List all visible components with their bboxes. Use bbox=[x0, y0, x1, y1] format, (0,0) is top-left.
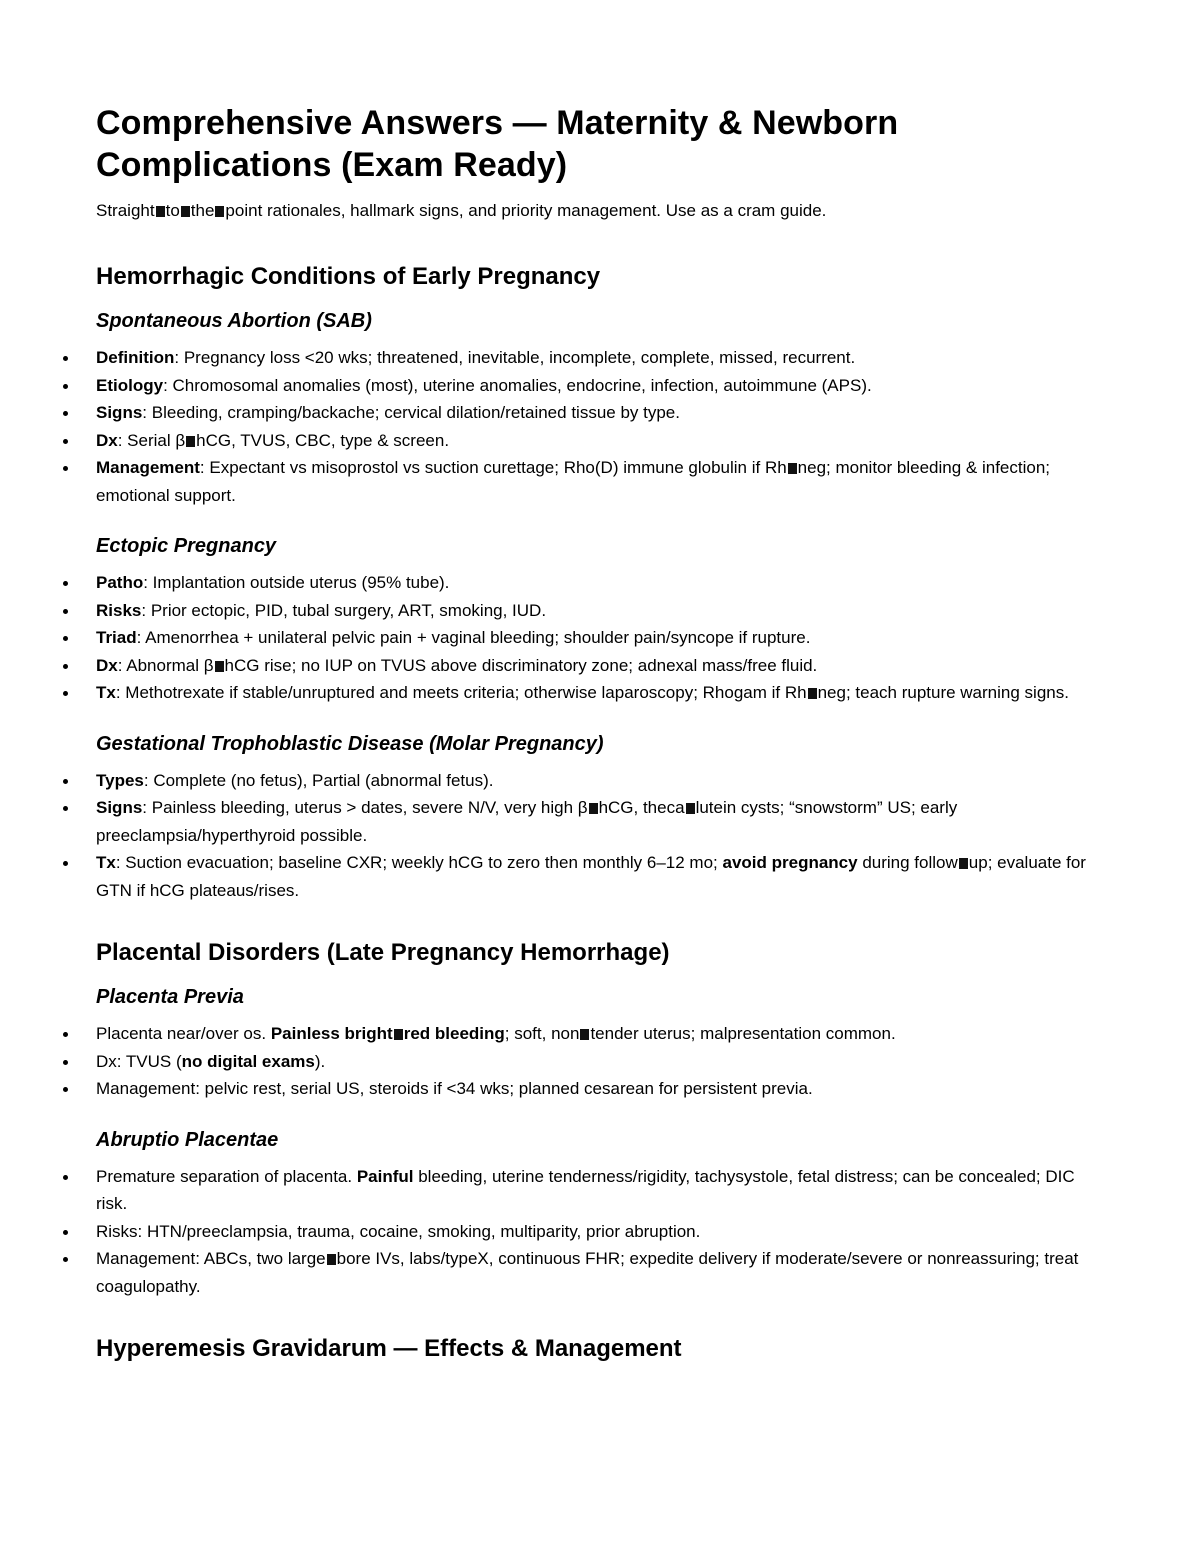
subheading-gtd: Gestational Trophoblastic Disease (Molar Pregnancy) bbox=[96, 732, 604, 755]
list-item: Placenta near/over os. Painless bright red bleeding; soft, non tender uterus; malpresentation common. bbox=[96, 1020, 1104, 1048]
section-heading-placental: Placental Disorders (Late Pregnancy Hemorrhage) bbox=[96, 939, 670, 966]
missing-glyph-box bbox=[580, 1029, 589, 1040]
bullet-icon bbox=[63, 384, 68, 389]
list-item: Dx: Serial β hCG, TVUS, CBC, type & screen. bbox=[96, 427, 1104, 455]
list-item: Signs: Bleeding, cramping/backache; cervical dilation/retained tissue by type. bbox=[96, 399, 1104, 427]
missing-glyph-box bbox=[186, 436, 195, 447]
gtd-list bbox=[96, 767, 1104, 905]
list-item: Premature separation of placenta. Painful bleeding, uterine tenderness/rigidity, tachysystole, fetal distress; can be concealed; DIC risk. bbox=[96, 1163, 1104, 1218]
subheading-abruptio: Abruptio Placentae bbox=[96, 1128, 279, 1151]
bullet-icon bbox=[63, 466, 68, 471]
page-title: Comprehensive Answers — Maternity & Newborn Complications (Exam Ready) bbox=[96, 104, 899, 184]
missing-glyph-box bbox=[215, 206, 224, 217]
list-item: Dx: TVUS (no digital exams). bbox=[96, 1048, 1104, 1076]
bullet-icon bbox=[63, 411, 68, 416]
section-heading-hyperemesis: Hyperemesis Gravidarum — Effects & Management bbox=[96, 1335, 682, 1362]
bullet-icon bbox=[63, 691, 68, 696]
list-item: Tx: Suction evacuation; baseline CXR; weekly hCG to zero then monthly 6–12 mo; avoid pregnancy during follow up; evaluate for GTN if hCG plateaus/rises. bbox=[96, 849, 1104, 904]
bullet-icon bbox=[63, 439, 68, 444]
list-item: Types: Complete (no fetus), Partial (abnormal fetus). bbox=[96, 767, 1104, 795]
bullet-icon bbox=[63, 806, 68, 811]
bullet-icon bbox=[63, 1087, 68, 1092]
missing-glyph-box bbox=[394, 1029, 403, 1040]
bullet-icon bbox=[63, 1060, 68, 1065]
missing-glyph-box bbox=[959, 858, 968, 869]
list-item: Signs: Painless bleeding, uterus > dates, severe N/V, very high β hCG, theca lutein cysts; “snowstorm” US; early preeclampsia/hyperthyroid possible. bbox=[96, 794, 1104, 849]
bullet-icon bbox=[63, 356, 68, 361]
bullet-icon bbox=[63, 1230, 68, 1235]
bullet-icon bbox=[63, 779, 68, 784]
subheading-previa: Placenta Previa bbox=[96, 986, 244, 1008]
bullet-icon bbox=[63, 1175, 68, 1180]
list-item: Management: Expectant vs misoprostol vs suction curettage; Rho(D) immune globulin if Rh neg; monitor bleeding & infection; emotional support. bbox=[96, 454, 1104, 509]
missing-glyph-box bbox=[215, 661, 224, 672]
missing-glyph-box bbox=[686, 803, 695, 814]
abruptio-list bbox=[96, 1163, 1104, 1301]
section-heading-early-pregnancy: Hemorrhagic Conditions of Early Pregnancy bbox=[96, 263, 601, 290]
list-item: Management: pelvic rest, serial US, steroids if <34 wks; planned cesarean for persistent previa. bbox=[96, 1075, 1104, 1103]
bullet-icon bbox=[63, 1032, 68, 1037]
list-item: Triad: Amenorrhea + unilateral pelvic pain + vaginal bleeding; shoulder pain/syncope if rupture. bbox=[96, 624, 1104, 652]
list-item: Definition: Pregnancy loss <20 wks; threatened, inevitable, incomplete, complete, missed, recurrent. bbox=[96, 344, 1104, 372]
list-item: Patho: Implantation outside uterus (95% tube). bbox=[96, 569, 1104, 597]
previa-list bbox=[96, 1020, 1104, 1103]
list-item: Etiology: Chromosomal anomalies (most), uterine anomalies, endocrine, infection, autoimmune (APS). bbox=[96, 372, 1104, 400]
missing-glyph-box bbox=[327, 1254, 336, 1265]
bullet-icon bbox=[63, 609, 68, 614]
list-item: Risks: Prior ectopic, PID, tubal surgery, ART, smoking, IUD. bbox=[96, 597, 1104, 625]
bullet-icon bbox=[63, 861, 68, 866]
page-subtitle: Straight to the point rationales, hallmark signs, and priority management. Use as a cram guide. bbox=[96, 201, 827, 220]
list-item: Tx: Methotrexate if stable/unruptured and meets criteria; otherwise laparoscopy; Rhogam if Rh neg; teach rupture warning signs. bbox=[96, 679, 1104, 707]
subheading-sab: Spontaneous Abortion (SAB) bbox=[96, 310, 372, 332]
list-item: Dx: Abnormal β hCG rise; no IUP on TVUS above discriminatory zone; adnexal mass/free fluid. bbox=[96, 652, 1104, 680]
bullet-icon bbox=[63, 581, 68, 586]
subheading-ectopic: Ectopic Pregnancy bbox=[96, 535, 277, 557]
list-item: Management: ABCs, two large bore IVs, labs/typeX, continuous FHR; expedite delivery if moderate/severe or nonreassuring; treat coagulopathy. bbox=[96, 1245, 1104, 1300]
missing-glyph-box bbox=[181, 206, 190, 217]
missing-glyph-box bbox=[808, 688, 817, 699]
missing-glyph-box bbox=[589, 803, 598, 814]
sab-list bbox=[96, 344, 1104, 509]
list-item: Risks: HTN/preeclampsia, trauma, cocaine, smoking, multiparity, prior abruption. bbox=[96, 1218, 1104, 1246]
missing-glyph-box bbox=[788, 463, 797, 474]
bullet-icon bbox=[63, 636, 68, 641]
bullet-icon bbox=[63, 664, 68, 669]
ectopic-list bbox=[96, 569, 1104, 707]
missing-glyph-box bbox=[156, 206, 165, 217]
bullet-icon bbox=[63, 1257, 68, 1262]
